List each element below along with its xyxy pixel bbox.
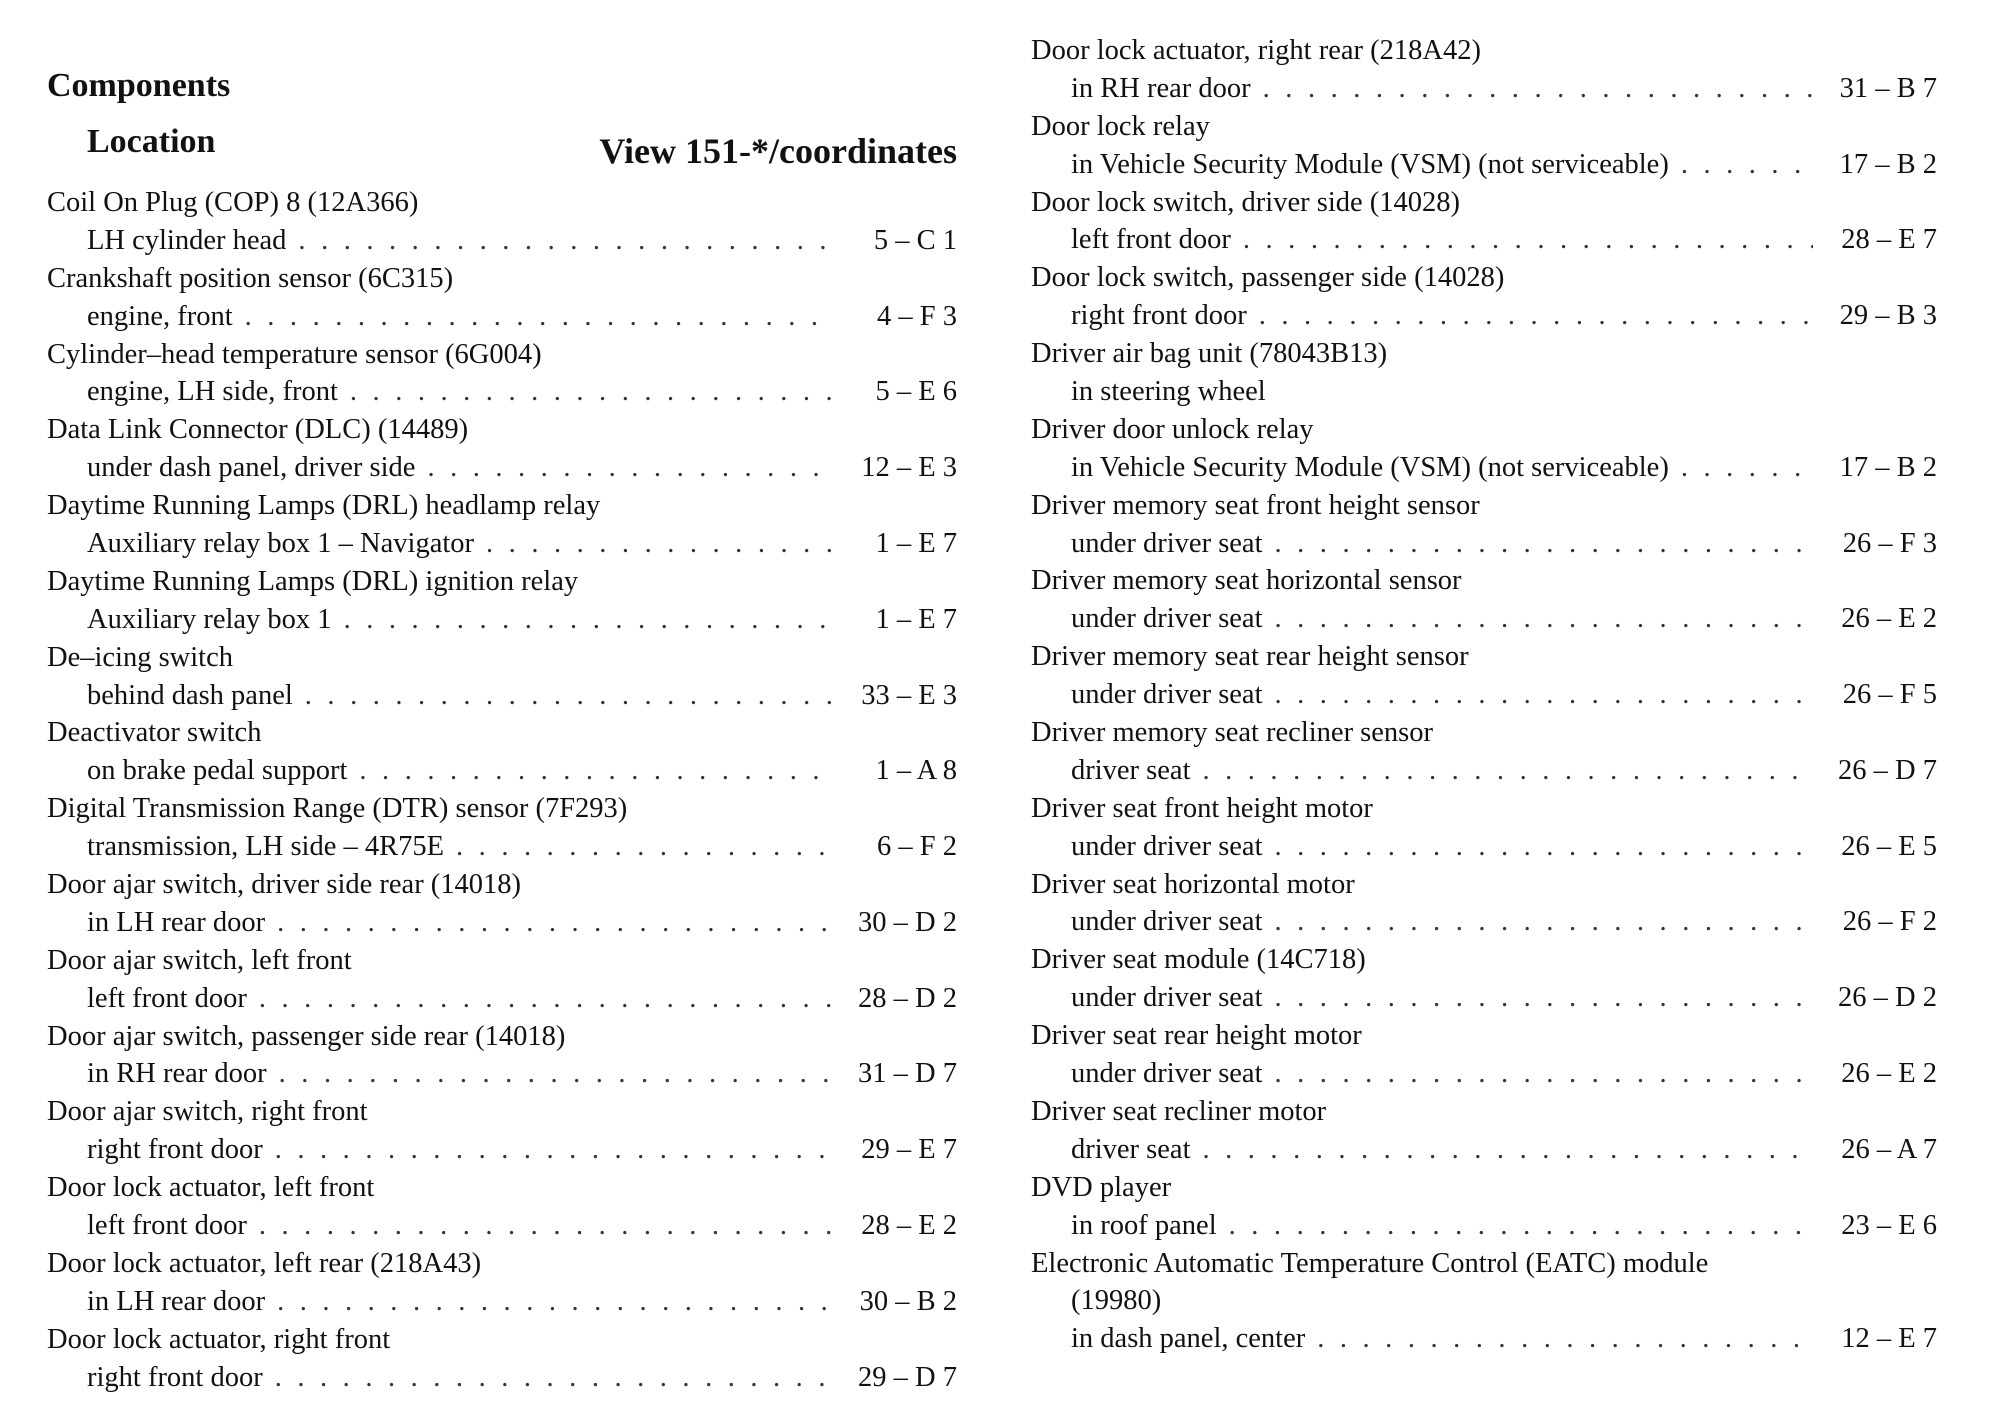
component-location: left front door [1071, 224, 1231, 256]
location-line [1031, 752, 1937, 790]
components-heading: Components [47, 67, 231, 104]
component-location: in roof panel [1071, 1209, 1217, 1241]
dot-leader [1229, 1207, 1813, 1245]
location-line [1031, 979, 1937, 1017]
dot-leader [259, 1207, 833, 1245]
component-entry [1031, 259, 1937, 335]
view-coordinate: 23 – E 6 [1841, 1209, 1937, 1241]
location-line [47, 1359, 957, 1397]
component-name: Driver seat rear height motor [1031, 1020, 1362, 1052]
location-line [47, 980, 957, 1018]
location-line [1031, 1131, 1937, 1169]
component-entry [1031, 1245, 1937, 1359]
view-coordinate: 4 – F 3 [877, 300, 957, 332]
component-entry [1031, 108, 1937, 184]
component-entry [1031, 411, 1937, 487]
view-coordinate: 17 – B 2 [1839, 148, 1937, 180]
component-name: Door lock switch, passenger side (14028) [1031, 262, 1505, 294]
component-name-continued-text: (19980) [1071, 1285, 1162, 1317]
component-entry [1031, 184, 1937, 260]
dot-leader [1275, 1055, 1814, 1093]
component-name: Driver air bag unit (78043B13) [1031, 338, 1388, 370]
dot-leader [350, 373, 833, 411]
view-coordinate: 1 – E 7 [875, 528, 957, 560]
component-name: Coil On Plug (COP) 8 (12A366) [47, 187, 419, 218]
view-coordinate: 26 – A 7 [1841, 1133, 1937, 1165]
component-name: Door lock actuator, left rear (218A43) [47, 1247, 482, 1279]
component-location: in Vehicle Security Module (VSM) (not serviceable) [1071, 451, 1669, 483]
right-entry-list [1031, 32, 1937, 1358]
dot-leader [1263, 70, 1813, 108]
view-coordinate: 31 – B 7 [1839, 72, 1937, 104]
component-location: behind dash panel [87, 679, 293, 711]
component-name: Door lock relay [1031, 110, 1210, 142]
component-name: DVD player [1031, 1171, 1172, 1203]
component-location: in Vehicle Security Module (VSM) (not serviceable) [1071, 148, 1669, 180]
view-coordinate: 12 – E 7 [1841, 1323, 1937, 1355]
component-location: under driver seat [1071, 603, 1263, 635]
location-line [47, 1131, 957, 1169]
component-name: Daytime Running Lamps (DRL) ignition relay [47, 565, 579, 597]
component-name: Door ajar switch, right front [47, 1096, 368, 1128]
dot-leader [277, 1283, 833, 1321]
component-name: Digital Transmission Range (DTR) sensor (7F293) [47, 793, 628, 825]
component-location: right front door [87, 1134, 263, 1166]
component-name: Door lock switch, driver side (14028) [1031, 186, 1460, 218]
component-name: Driver memory seat front height sensor [1031, 489, 1480, 521]
component-entry [1031, 790, 1937, 866]
dot-leader [1681, 449, 1813, 487]
component-entry [1031, 714, 1937, 790]
component-name: Driver memory seat rear height sensor [1031, 641, 1469, 673]
dot-leader [1202, 752, 1813, 790]
view-coordinate: 29 – B 3 [1839, 300, 1937, 332]
dot-leader [1275, 979, 1814, 1017]
component-entry [1031, 562, 1937, 638]
view-coordinate: 30 – D 2 [858, 906, 957, 938]
component-name: Door ajar switch, left front [47, 944, 352, 976]
component-name: Electronic Automatic Temperature Control (EATC) module [1031, 1247, 1709, 1279]
component-location: engine, front [87, 300, 233, 332]
dot-leader [1275, 600, 1814, 638]
dot-leader [1275, 903, 1814, 941]
component-entry [1031, 1093, 1937, 1169]
component-entry [47, 260, 957, 336]
component-location: under driver seat [1071, 830, 1263, 862]
dot-leader [344, 601, 833, 639]
component-name: De–icing switch [47, 641, 234, 673]
dot-leader [275, 1131, 833, 1169]
view-coordinate: 29 – E 7 [861, 1134, 957, 1166]
view-coordinate: 31 – D 7 [858, 1058, 957, 1090]
view-coordinate: 30 – B 2 [859, 1285, 957, 1317]
component-location: in steering wheel [1071, 376, 1266, 408]
location-line [1031, 600, 1937, 638]
view-coordinate: 12 – E 3 [861, 452, 957, 484]
component-name: Driver seat horizontal motor [1031, 868, 1355, 900]
component-entry [47, 1169, 957, 1245]
location-line [47, 1283, 957, 1321]
component-name: Driver memory seat horizontal sensor [1031, 565, 1462, 597]
component-name: Cylinder–head temperature sensor (6G004) [47, 338, 542, 370]
component-entry [47, 1321, 957, 1397]
dot-leader [1243, 221, 1813, 259]
dot-leader [305, 677, 833, 715]
location-line [47, 601, 957, 639]
component-entry [1031, 1169, 1937, 1245]
location-line [1031, 221, 1937, 259]
dot-leader [279, 1055, 833, 1093]
view-coordinate: 17 – B 2 [1839, 451, 1937, 483]
component-location: under driver seat [1071, 527, 1263, 559]
component-entry [47, 411, 957, 487]
component-entry [47, 1093, 957, 1169]
location-line [1031, 1320, 1937, 1358]
location-line [1031, 70, 1937, 108]
component-location: transmission, LH side – 4R75E [87, 831, 445, 863]
component-entry [1031, 335, 1937, 411]
component-name: Driver door unlock relay [1031, 413, 1314, 445]
location-line [47, 298, 957, 336]
dot-leader [275, 1359, 833, 1397]
location-line [47, 752, 957, 790]
view-coordinate: 5 – E 6 [875, 376, 957, 408]
component-entry [47, 184, 957, 260]
location-line [1031, 373, 1937, 411]
dot-leader [427, 449, 833, 487]
location-line [47, 1055, 957, 1093]
location-line [1031, 676, 1937, 714]
location-line [1031, 1207, 1937, 1245]
component-location: under driver seat [1071, 982, 1263, 1014]
component-name: Door ajar switch, driver side rear (14018) [47, 869, 522, 901]
dot-leader [1275, 828, 1814, 866]
component-name: Door lock actuator, left front [47, 1172, 375, 1204]
component-location: Auxiliary relay box 1 – Navigator [87, 528, 475, 560]
location-heading: Location [87, 123, 216, 160]
view-coordinate: 26 – D 2 [1838, 982, 1937, 1014]
view-coordinate: 28 – D 2 [858, 982, 957, 1014]
component-location: driver seat [1071, 754, 1191, 786]
dot-leader [1202, 1131, 1813, 1169]
dot-leader [245, 298, 833, 336]
dot-leader [1259, 297, 1813, 335]
component-name: Deactivator switch [47, 717, 262, 749]
component-entry [47, 790, 957, 866]
component-location: under dash panel, driver side [87, 452, 416, 484]
component-entry [47, 1245, 957, 1321]
view-coordinate: 29 – D 7 [858, 1361, 957, 1393]
view-coordinate: 26 – F 5 [1842, 679, 1937, 711]
location-line [1031, 146, 1937, 184]
view-coordinate: 26 – F 3 [1842, 527, 1937, 559]
view-coordinate: 33 – E 3 [861, 679, 957, 711]
view-coordinate: 28 – E 2 [861, 1210, 957, 1242]
component-entry [47, 639, 957, 715]
component-entry [47, 1018, 957, 1094]
component-entry [1031, 866, 1937, 942]
dot-leader [456, 828, 833, 866]
component-location: on brake pedal support [87, 755, 348, 787]
component-entry [47, 866, 957, 942]
component-location: in LH rear door [87, 1285, 266, 1317]
location-line [1031, 525, 1937, 563]
component-name: Driver seat front height motor [1031, 792, 1373, 824]
view-coordinate: 26 – F 2 [1842, 906, 1937, 938]
component-name: Driver seat recliner motor [1031, 1095, 1327, 1127]
view-coordinate: 26 – E 2 [1841, 1058, 1937, 1090]
location-line [47, 677, 957, 715]
location-line [47, 904, 957, 942]
view-coordinate: 5 – C 1 [873, 224, 957, 256]
location-line [1031, 828, 1937, 866]
view-coordinate: 26 – E 2 [1841, 603, 1937, 635]
location-line [1031, 449, 1937, 487]
location-line [47, 828, 957, 866]
component-entry [47, 563, 957, 639]
component-entry [1031, 638, 1937, 714]
component-location: driver seat [1071, 1133, 1191, 1165]
dot-leader [298, 222, 833, 260]
component-location: in LH rear door [87, 906, 266, 938]
component-entry [47, 942, 957, 1018]
component-name: Door ajar switch, passenger side rear (14018) [47, 1020, 566, 1052]
component-location: in RH rear door [1071, 72, 1251, 104]
dot-leader [486, 525, 833, 563]
component-entry [47, 714, 957, 790]
component-name: Crankshaft position sensor (6C315) [47, 262, 454, 294]
component-name: Driver seat module (14C718) [1031, 944, 1366, 976]
component-entry [47, 487, 957, 563]
component-name-continued [1031, 1282, 1937, 1320]
view-coordinate: 1 – A 8 [875, 755, 957, 787]
component-location: under driver seat [1071, 679, 1263, 711]
location-line [1031, 1055, 1937, 1093]
dot-leader [359, 752, 833, 790]
location-line [47, 1207, 957, 1245]
dot-leader [1275, 676, 1814, 714]
component-entry [1031, 487, 1937, 563]
component-name: Data Link Connector (DLC) (14489) [47, 414, 469, 446]
location-line [47, 525, 957, 563]
dot-leader [1275, 525, 1814, 563]
component-location: Auxiliary relay box 1 [87, 603, 332, 635]
component-name: Door lock actuator, right rear (218A42) [1031, 35, 1481, 66]
view-coordinate: 28 – E 7 [1841, 224, 1937, 256]
component-name: Driver memory seat recliner sensor [1031, 717, 1434, 749]
component-location: under driver seat [1071, 906, 1263, 938]
location-line [47, 222, 957, 260]
dot-leader [277, 904, 833, 942]
component-location: engine, LH side, front [87, 376, 338, 408]
component-location: right front door [1071, 300, 1247, 332]
dot-leader [259, 980, 833, 1018]
component-entry [47, 336, 957, 412]
component-location: LH cylinder head [87, 224, 287, 256]
component-location: in RH rear door [87, 1058, 267, 1090]
view-coordinate: 6 – F 2 [877, 831, 957, 863]
location-line [47, 373, 957, 411]
view-coordinate: 26 – D 7 [1838, 754, 1937, 786]
view-coordinates-heading: View 151-*/coordinates [599, 131, 957, 171]
view-coordinate: 26 – E 5 [1841, 830, 1937, 862]
location-line [1031, 903, 1937, 941]
left-entry-list [47, 184, 957, 1397]
view-coordinate: 1 – E 7 [875, 603, 957, 635]
component-location: left front door [87, 982, 247, 1014]
component-location: right front door [87, 1361, 263, 1393]
location-line [47, 449, 957, 487]
component-entry [1031, 1017, 1937, 1093]
location-line [1031, 297, 1937, 335]
component-location: left front door [87, 1210, 247, 1242]
component-entry [1031, 32, 1937, 108]
component-entry [1031, 941, 1937, 1017]
dot-leader [1317, 1320, 1813, 1358]
dot-leader [1681, 146, 1813, 184]
component-location: under driver seat [1071, 1058, 1263, 1090]
component-location: in dash panel, center [1071, 1323, 1306, 1355]
component-name: Daytime Running Lamps (DRL) headlamp relay [47, 490, 601, 522]
component-name: Door lock actuator, right front [47, 1323, 391, 1355]
